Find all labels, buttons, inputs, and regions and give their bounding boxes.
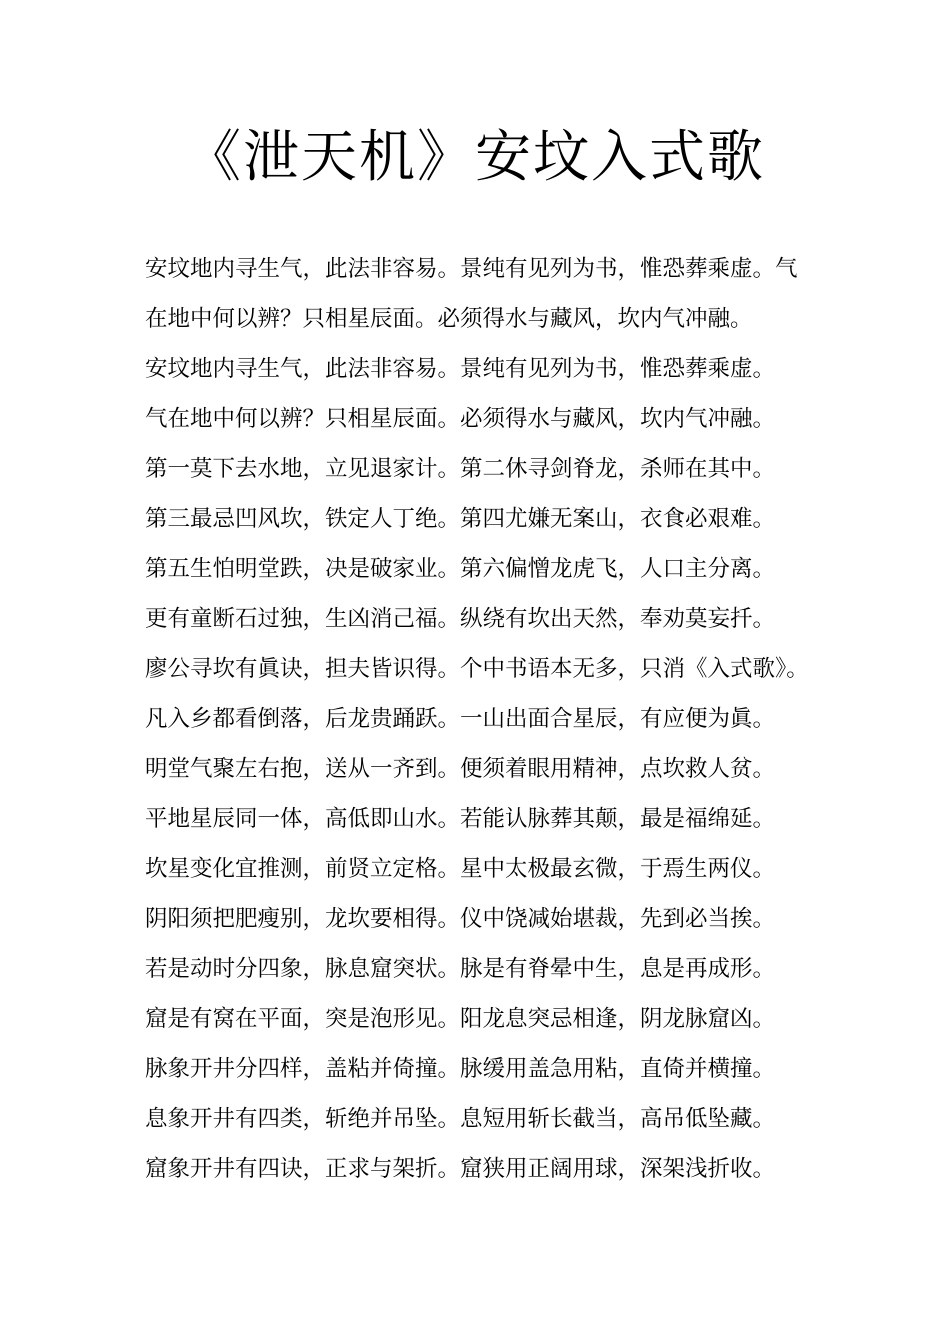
poem-line: 阴阳须把肥瘦别，龙坎要相得。仪中饶减始堪裁，先到必当挨。: [145, 906, 776, 932]
poem-line: 更有童断石过独，生凶消己福。纵绕有坎出天然，奉劝莫妄扦。: [145, 606, 776, 632]
poem-line: 明堂气聚左右抱，送从一齐到。便须着眼用精神，点坎救人贫。: [145, 756, 776, 782]
poem-line: 气在地中何以辨？只相星辰面。必须得水与藏风，坎内气冲融。: [145, 406, 776, 432]
poem-line: 安坟地内寻生气，此法非容易。景纯有见列为书，惟恐葬乘虚。: [145, 356, 776, 382]
document-title: 《泄天机》安坟入式歌: [185, 125, 765, 190]
poem-line: 脉象开井分四样，盖粘并倚撞。脉缓用盖急用粘，直倚并横撞。: [145, 1056, 776, 1082]
poem-line: 第三最忌凹风坎，铁定人丁绝。第四尤嫌无案山，衣食必艰难。: [145, 506, 776, 532]
poem-body: [145, 244, 825, 1194]
poem-line: 凡入乡都看倒落，后龙贵踊跃。一山出面合星辰，有应便为眞。: [145, 706, 776, 732]
poem-line: 第五生怕明堂跌，决是破家业。第六偏憎龙虎飞，人口主分离。: [145, 556, 776, 582]
poem-line: 窟是有窝在平面，突是泡形见。阳龙息突忌相逢，阴龙脉窟凶。: [145, 1006, 776, 1032]
poem-line: 第一莫下去水地，立见退家计。第二休寻剑脊龙，杀师在其中。: [145, 456, 776, 482]
poem-line: 廖公寻坎有眞诀，担夫皆识得。个中书语本无多，只消《入式歌》。: [145, 656, 809, 682]
poem-line: 息象开井有四类，斩绝并吊坠。息短用斩长截当，高吊低坠藏。: [145, 1106, 776, 1132]
poem-line: 在地中何以辨？只相星辰面。必须得水与藏风，坎内气冲融。: [145, 306, 753, 332]
poem-line: 平地星辰同一体，高低即山水。若能认脉葬其颠，最是福绵延。: [145, 806, 776, 832]
poem-line: 窟象开井有四诀，正求与架折。窟狭用正阔用球，深架浅折收。: [145, 1156, 776, 1182]
poem-line: 坎星变化宜推测，前贤立定格。星中太极最玄微，于焉生两仪。: [145, 856, 776, 882]
poem-line: 若是动时分四象，脉息窟突状。脉是有脊晕中生，息是再成形。: [145, 956, 776, 982]
poem-line: 安坟地内寻生气，此法非容易。景纯有见列为书，惟恐葬乘虚。气: [145, 256, 798, 282]
